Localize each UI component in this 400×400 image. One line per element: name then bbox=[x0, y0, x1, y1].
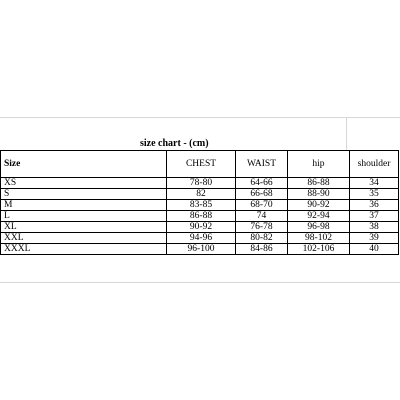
cell-size: L bbox=[1, 211, 167, 222]
cell-size: XXL bbox=[1, 233, 167, 244]
cell-size: S bbox=[1, 189, 167, 200]
cell-waist: 80-82 bbox=[236, 233, 288, 244]
cell-waist: 76-78 bbox=[236, 222, 288, 233]
header-waist: WAIST bbox=[236, 151, 288, 178]
cell-hip: 96-98 bbox=[288, 222, 350, 233]
cell-size: M bbox=[1, 200, 167, 211]
table-row bbox=[1, 222, 399, 233]
table-body bbox=[1, 178, 399, 255]
cell-chest: 90-92 bbox=[167, 222, 236, 233]
cell-chest: 94-96 bbox=[167, 233, 236, 244]
table-row bbox=[1, 211, 399, 222]
cell-chest: 86-88 bbox=[167, 211, 236, 222]
cell-shoulder: 35 bbox=[350, 189, 399, 200]
cell-waist: 66-68 bbox=[236, 189, 288, 200]
cell-chest: 78-80 bbox=[167, 178, 236, 189]
cell-hip: 102-106 bbox=[288, 244, 350, 255]
table-row bbox=[1, 178, 399, 189]
cell-hip: 90-92 bbox=[288, 200, 350, 211]
cell-shoulder: 37 bbox=[350, 211, 399, 222]
cell-shoulder: 38 bbox=[350, 222, 399, 233]
table-row bbox=[1, 189, 399, 200]
header-row bbox=[1, 151, 399, 178]
cell-hip: 98-102 bbox=[288, 233, 350, 244]
header-size: Size bbox=[1, 151, 167, 178]
header-chest: CHEST bbox=[167, 151, 236, 178]
cell-hip: 88-90 bbox=[288, 189, 350, 200]
cell-size: XL bbox=[1, 222, 167, 233]
table-row bbox=[1, 244, 399, 255]
cell-chest: 82 bbox=[167, 189, 236, 200]
table-row bbox=[1, 200, 399, 211]
header-shoulder: shoulder bbox=[350, 151, 399, 178]
cell-waist: 68-70 bbox=[236, 200, 288, 211]
size-chart-table bbox=[0, 150, 399, 255]
cell-shoulder: 40 bbox=[350, 244, 399, 255]
cell-shoulder: 39 bbox=[350, 233, 399, 244]
cell-waist: 74 bbox=[236, 211, 288, 222]
cell-size: XXXL bbox=[1, 244, 167, 255]
header-hip: hip bbox=[288, 151, 350, 178]
chart-title: size chart - (cm) bbox=[140, 138, 209, 149]
table-row bbox=[1, 233, 399, 244]
cell-size: XS bbox=[1, 178, 167, 189]
cell-waist: 84-86 bbox=[236, 244, 288, 255]
gridline bbox=[346, 117, 347, 150]
cell-waist: 64-66 bbox=[236, 178, 288, 189]
cell-chest: 96-100 bbox=[167, 244, 236, 255]
gridline bbox=[0, 117, 400, 118]
cell-chest: 83-85 bbox=[167, 200, 236, 211]
cell-hip: 92-94 bbox=[288, 211, 350, 222]
cell-hip: 86-88 bbox=[288, 178, 350, 189]
cell-shoulder: 36 bbox=[350, 200, 399, 211]
cell-shoulder: 34 bbox=[350, 178, 399, 189]
gridline bbox=[0, 282, 400, 283]
